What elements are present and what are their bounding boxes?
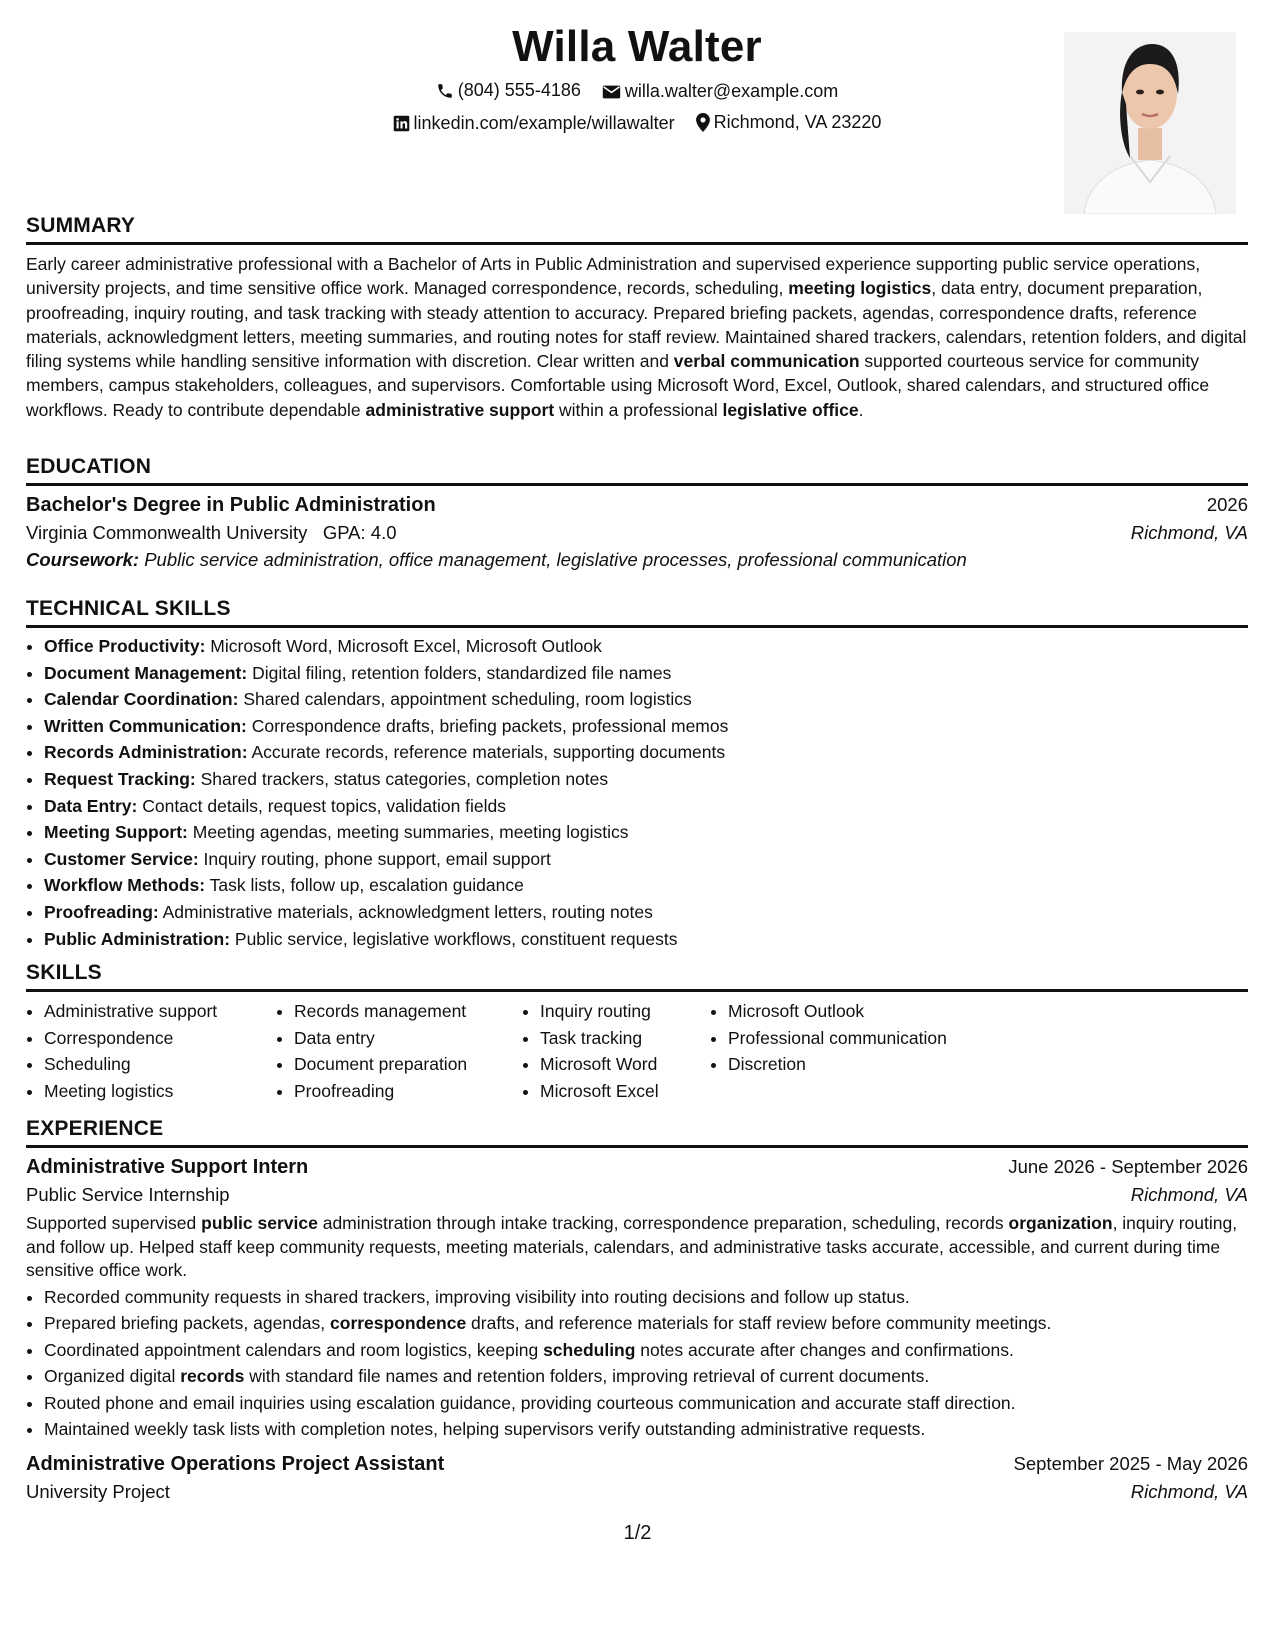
skills-column [522,998,710,1104]
summary-text-part: Early career administrative professional with a Bachelor of Arts in Public Administration and supervised experience supporting public service operations, university projects, and time sensitive office work. Managed correspondence, records, scheduling, [26,254,1201,299]
skill-category: Request Tracking: [44,768,196,789]
job-organization: University Project [26,1481,170,1503]
experience-section [26,1117,1248,1503]
list-item [44,766,1248,793]
school-name: Virginia Commonwealth University [26,522,308,543]
job-organization: Public Service Internship [26,1184,230,1205]
location-text: Richmond, VA 23220 [713,112,882,132]
desc-part: , inquiry routing, and follow up. Helped staff keep community requests, meeting materials, calendars, and administrative tasks accurate, accessible, and current during time sensitive office work. [26,1213,1238,1280]
location-item [696,112,882,133]
experience-heading: EXPERIENCE [26,1117,1248,1148]
list-item [44,739,1248,766]
education-row-1 [26,494,1248,517]
skill-details: Inquiry routing, phone support, email support [198,848,551,869]
list-item [44,1310,1248,1337]
list-item: • Scheduling [44,1051,276,1078]
list-item: • Records management [294,998,522,1025]
list-item [44,633,1248,660]
linkedin-icon [393,115,410,132]
page-number: 1/2 [623,1522,652,1544]
desc-emphasis: organization [1008,1213,1113,1233]
list-item [44,713,1248,740]
skill-category: Workflow Methods: [44,875,206,896]
summary-text-part: supported courteous service for community members, campus stakeholders, colleagues, and supervisors. Comfortable using Microsoft Word, Excel, Outlook, shared calendars, and structured office workflows. Ready to contribute dependable [26,351,1210,420]
skill-category: Meeting Support: [44,822,188,843]
list-item: • Inquiry routing [540,998,710,1025]
technical-skills-section [26,597,1248,952]
skill-category: Proofreading: [44,901,159,922]
desc-part: administration through intake tracking, correspondence preparation, scheduling, records [317,1213,1009,1233]
summary-heading: SUMMARY [26,214,1248,245]
list-item [44,899,1248,926]
list-item [44,846,1248,873]
phone-item [436,80,581,101]
education-row-2 [26,522,1248,544]
job-location: Richmond, VA [1130,1481,1248,1503]
list-item [44,793,1248,820]
technical-skills-list [26,633,1248,952]
summary-section [26,214,1248,422]
skill-category: Records Administration: [44,742,248,763]
bullet-emphasis: scheduling [543,1339,636,1360]
job-title: Administrative Support Intern [26,1156,309,1178]
bullet-text: drafts, and reference materials for staff review before community meetings. [466,1313,1052,1334]
education-heading: EDUCATION [26,455,1248,486]
skill-details: Accurate records, reference materials, supporting documents [247,742,726,763]
desc-emphasis: public service [201,1213,318,1233]
job-dates: June 2026 - September 2026 [1008,1156,1248,1177]
list-item: • Discretion [728,1051,1028,1078]
summary-text-part: within a professional [554,399,723,420]
skill-details: Administrative materials, acknowledgment letters, routing notes [158,901,653,922]
skill-category: Office Productivity: [44,636,206,656]
skill-category: Public Administration: [44,928,231,949]
list-item: • Data entry [294,1025,522,1052]
skills-grid [26,998,1248,1104]
skills-section [26,961,1248,1104]
bullet-emphasis: correspondence [330,1313,467,1334]
job-2-row-1 [26,1453,1248,1476]
skills-column [26,998,276,1104]
list-item: • Task tracking [540,1025,710,1052]
summary-text [26,252,1248,422]
bullet-text: notes accurate after changes and confirmations. [635,1339,1014,1360]
email-address[interactable]: willa.walter@example.com [624,81,839,101]
job-location: Richmond, VA [1130,1184,1248,1205]
job-bullets [26,1284,1248,1444]
email-item [602,81,838,102]
education-section [26,455,1248,571]
desc-part: Supported supervised [26,1213,202,1233]
school-location: Richmond, VA [1130,522,1248,543]
bullet-text: Recorded community requests in shared trackers, improving visibility into routing decisions and follow up status. [44,1286,910,1307]
skills-column [710,998,1028,1104]
list-item [44,1337,1248,1364]
job-description [26,1212,1248,1283]
summary-emphasis: meeting logistics [788,278,932,299]
bullet-text: with standard file names and retention folders, improving retrieval of current documents. [244,1366,930,1387]
skill-category: Data Entry: [44,795,138,816]
envelope-icon [602,84,621,100]
skill-category: Written Communication: [44,715,247,736]
list-item: • Correspondence [44,1025,276,1052]
school-info [26,522,397,544]
list-item [44,1363,1248,1390]
gpa: GPA: 4.0 [322,522,397,543]
bullet-text: Prepared briefing packets, agendas, [44,1313,331,1334]
list-item [44,1390,1248,1417]
job-title: Administrative Operations Project Assistant [26,1453,445,1476]
list-item: • Microsoft Word [540,1051,710,1078]
skills-column [276,998,522,1104]
summary-emphasis: administrative support [365,399,555,420]
job-dates: September 2025 - May 2026 [1013,1453,1248,1475]
candidate-name: Willa Walter [512,22,762,71]
skill-details: Contact details, request topics, validation fields [137,795,507,816]
skills-heading: SKILLS [26,961,1248,992]
skill-category: Calendar Coordination: [44,689,239,710]
list-item: • Meeting logistics [44,1078,276,1105]
skill-details: Digital filing, retention folders, standardized file names [247,662,672,683]
degree-title: Bachelor's Degree in Public Administration [26,494,436,516]
summary-text-part: , data entry, document preparation, proofreading, inquiry routing, and task tracking with steady attention to accuracy. Prepared briefing packets, agendas, correspondence drafts, reference materials, acknowledgment letters, meeting summaries, and routing notes for staff review. Maintained shared trackers, calendars, retention folders, and digital filing systems while handling sensitive information with discretion. Clear written and [26,278,1247,372]
list-item: • Professional communication [728,1025,1028,1052]
resume-header [26,0,1248,222]
bullet-text: Routed phone and email inquiries using escalation guidance, providing courteous communication and accurate staff direction. [44,1392,1016,1413]
skill-details: Public service, legislative workflows, constituent requests [230,928,678,949]
list-item: • Microsoft Outlook [728,998,1028,1025]
list-item: • Proofreading [294,1078,522,1105]
coursework-line [26,549,1248,571]
skill-category: Document Management: [44,662,248,683]
bullet-text: Coordinated appointment calendars and room logistics, keeping [44,1339,544,1360]
bullet-emphasis: records [180,1366,245,1387]
graduation-year: 2026 [1206,494,1248,515]
resume-page [26,0,1248,1650]
list-item [44,1284,1248,1311]
summary-emphasis: legislative office [722,399,859,420]
list-item [44,819,1248,846]
summary-emphasis: verbal communication [673,351,860,372]
list-item [44,872,1248,899]
portrait-image [1064,32,1236,214]
skill-category: Customer Service: [44,848,199,869]
job-2-row-2 [26,1481,1248,1503]
profile-photo [1064,32,1236,214]
skill-details: Task lists, follow up, escalation guidance [205,875,524,896]
skill-details: Shared calendars, appointment scheduling, room logistics [238,689,692,710]
phone-number: (804) 555-4186 [457,80,581,100]
linkedin-url[interactable]: linkedin.com/example/willawalter [413,113,675,133]
bullet-text: Organized digital [44,1366,181,1387]
map-pin-icon [696,113,710,132]
phone-icon [436,82,454,100]
skill-details: Meeting agendas, meeting summaries, meeting logistics [187,822,629,843]
list-item: • Microsoft Excel [540,1078,710,1105]
bullet-text: Maintained weekly task lists with completion notes, helping supervisors verify outstanding administrative requests. [44,1419,926,1440]
list-item [44,660,1248,687]
list-item: • Document preparation [294,1051,522,1078]
list-item [44,926,1248,953]
job-1-row-2 [26,1184,1248,1206]
list-item [44,1416,1248,1443]
job-1-row-1 [26,1156,1248,1179]
list-item [44,686,1248,713]
summary-text-part: . [858,399,864,420]
technical-skills-heading: TECHNICAL SKILLS [26,597,1248,628]
coursework-label: Coursework: [26,549,140,570]
list-item: • Administrative support [44,998,276,1025]
skill-details: Microsoft Word, Microsoft Excel, Microsoft Outlook [205,636,602,656]
skill-details: Shared trackers, status categories, completion notes [195,768,609,789]
coursework-text: Public service administration, office management, legislative processes, professional communication [139,549,967,570]
linkedin-item [393,113,675,134]
skill-details: Correspondence drafts, briefing packets, professional memos [246,715,729,736]
